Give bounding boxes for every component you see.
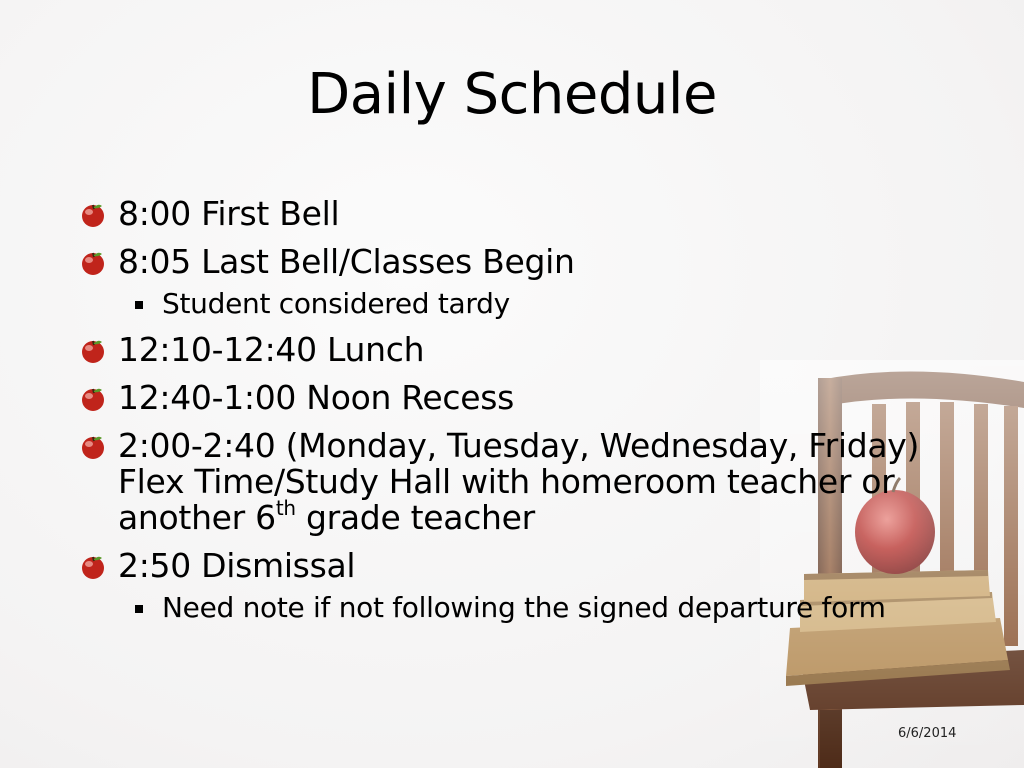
square-bullet-icon: [135, 605, 143, 613]
list-item: [80, 196, 920, 232]
apple-bullet-icon: [80, 250, 106, 276]
item-text: 8:05 Last Bell/Classes Begin: [118, 242, 575, 281]
sub-item-text: Student considered tardy: [162, 287, 510, 320]
slide-date: 6/6/2014: [898, 726, 957, 741]
schedule-list: [80, 196, 920, 636]
item-text: 8:00 First Bell: [118, 194, 340, 233]
list-item: [80, 244, 920, 280]
item-text: 2:00-2:40 (Monday, Tuesday, Wednesday, Friday) Flex Time/Study Hall with homeroom teacher or another 6: [118, 426, 920, 537]
apple-bullet-icon: [80, 554, 106, 580]
superscript: th: [275, 496, 296, 520]
list-item: [80, 380, 920, 416]
list-item: [80, 428, 920, 536]
apple-bullet-icon: [80, 202, 106, 228]
item-text-continued: grade teacher: [295, 498, 535, 537]
slide-title: Daily Schedule: [307, 62, 717, 127]
list-item: [80, 548, 920, 584]
item-text: 2:50 Dismissal: [118, 546, 356, 585]
item-text: 12:40-1:00 Noon Recess: [118, 378, 515, 417]
list-item: [80, 332, 920, 368]
sub-item-text: Need note if not following the signed departure form: [162, 591, 886, 624]
sub-list-item: [80, 592, 920, 624]
sub-list-item: [80, 288, 920, 320]
apple-bullet-icon: [80, 434, 106, 460]
apple-bullet-icon: [80, 338, 106, 364]
apple-bullet-icon: [80, 386, 106, 412]
item-text: 12:10-12:40 Lunch: [118, 330, 425, 369]
square-bullet-icon: [135, 301, 143, 309]
